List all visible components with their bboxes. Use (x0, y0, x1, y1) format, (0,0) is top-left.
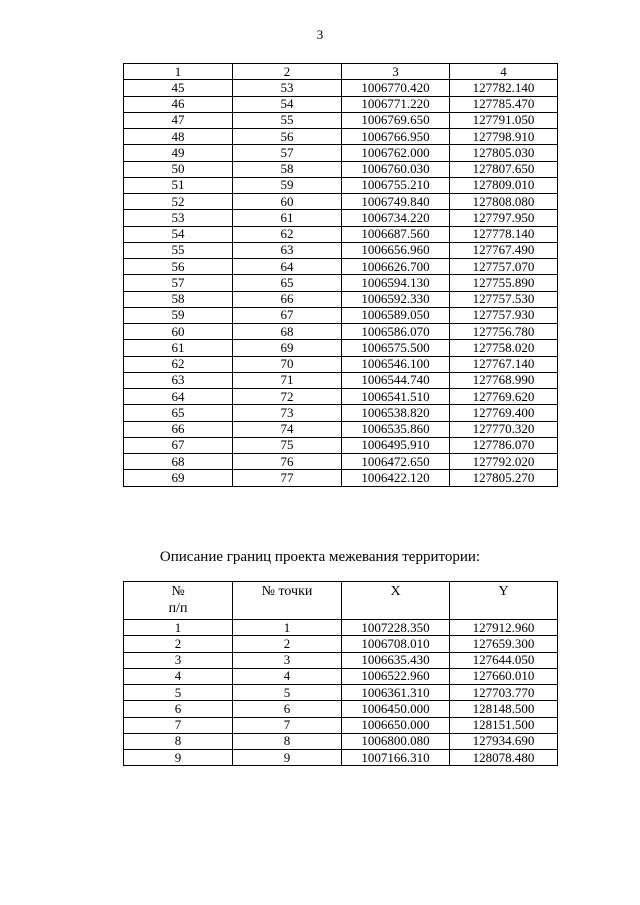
table-row (124, 324, 558, 340)
table-cell: 3 (233, 652, 342, 668)
table-cell: 70 (233, 356, 342, 372)
table-cell: 5 (124, 685, 233, 701)
table-cell: 61 (124, 340, 233, 356)
table-cell: 1006708.010 (342, 636, 450, 652)
table-cell: 127785.470 (450, 96, 558, 112)
table-cell: 73 (233, 405, 342, 421)
table-cell: 127756.780 (450, 324, 558, 340)
table-cell: 127767.490 (450, 242, 558, 258)
table-cell: 127769.620 (450, 389, 558, 405)
table-cell: 127807.650 (450, 161, 558, 177)
table-cell: 49 (124, 145, 233, 161)
table-cell: 75 (233, 437, 342, 453)
table-cell: 127782.140 (450, 80, 558, 96)
header-line: п/п (168, 601, 188, 616)
table-cell: 127769.400 (450, 405, 558, 421)
table-cell: 69 (233, 340, 342, 356)
table-row (124, 194, 558, 210)
table-cell: 127797.950 (450, 210, 558, 226)
table-cell: 127768.990 (450, 372, 558, 388)
table-cell: 127758.020 (450, 340, 558, 356)
table-cell: 56 (233, 129, 342, 145)
table-cell: 68 (233, 324, 342, 340)
column-header-y (450, 582, 558, 620)
table-row (124, 652, 558, 668)
table-cell: 127755.890 (450, 275, 558, 291)
table-cell: 1006766.950 (342, 129, 450, 145)
table-cell: 64 (124, 389, 233, 405)
table-cell: 69 (124, 470, 233, 486)
table-cell: 1006472.650 (342, 454, 450, 470)
table-cell: 4 (124, 668, 233, 684)
table-cell: 8 (124, 733, 233, 749)
table-body (124, 80, 558, 486)
table-cell: 59 (124, 307, 233, 323)
table-cell: 53 (233, 80, 342, 96)
table-cell: 1007166.310 (342, 750, 450, 766)
table-cell: 1006522.960 (342, 668, 450, 684)
table-row (124, 454, 558, 470)
table-cell: 1 (233, 620, 342, 636)
table-cell: 72 (233, 389, 342, 405)
table-cell: 66 (124, 421, 233, 437)
page-number: 3 (316, 27, 324, 42)
table-cell: 1006771.220 (342, 96, 450, 112)
table-cell: 1006450.000 (342, 701, 450, 717)
table-cell: 1007228.350 (342, 620, 450, 636)
column-header-1: 1 (124, 64, 233, 80)
table-cell: 1006544.740 (342, 372, 450, 388)
table-cell: 1006495.910 (342, 437, 450, 453)
table-cell: 6 (124, 701, 233, 717)
table-cell: 127770.320 (450, 421, 558, 437)
table-cell: 67 (233, 307, 342, 323)
table-cell: 8 (233, 733, 342, 749)
table-cell: 1006635.430 (342, 652, 450, 668)
table-cell: 1006594.130 (342, 275, 450, 291)
table-cell: 127805.030 (450, 145, 558, 161)
table-row (124, 340, 558, 356)
table-cell: 1006687.560 (342, 226, 450, 242)
table-cell: 1006755.210 (342, 177, 450, 193)
table-cell: 50 (124, 161, 233, 177)
table-cell: 74 (233, 421, 342, 437)
table-cell: 48 (124, 129, 233, 145)
table-cell: 127805.270 (450, 470, 558, 486)
table-cell: 1006361.310 (342, 685, 450, 701)
column-header-3: 3 (342, 64, 450, 80)
table-cell: 77 (233, 470, 342, 486)
table-cell: 1006770.420 (342, 80, 450, 96)
table-header-row (124, 64, 558, 80)
table-row (124, 80, 558, 96)
table-cell: 127791.050 (450, 112, 558, 128)
table-cell: 127808.080 (450, 194, 558, 210)
table-row (124, 405, 558, 421)
table-cell: 1006422.120 (342, 470, 450, 486)
table-cell: 1006734.220 (342, 210, 450, 226)
table-cell: 62 (233, 226, 342, 242)
table-cell: 58 (233, 161, 342, 177)
table-cell: 6 (233, 701, 342, 717)
table-cell: 45 (124, 80, 233, 96)
table-cell: 53 (124, 210, 233, 226)
table-cell: 67 (124, 437, 233, 453)
table-cell: 5 (233, 685, 342, 701)
table-row (124, 437, 558, 453)
table-cell: 1006592.330 (342, 291, 450, 307)
boundary-points-table (123, 581, 558, 766)
column-header-4: 4 (450, 64, 558, 80)
table-cell: 52 (124, 194, 233, 210)
table-cell: 1 (124, 620, 233, 636)
table-cell: 1006749.840 (342, 194, 450, 210)
table-cell: 127798.910 (450, 129, 558, 145)
table-cell: 2 (124, 636, 233, 652)
table-row (124, 242, 558, 258)
table-cell: 127778.140 (450, 226, 558, 242)
table-cell: 63 (233, 242, 342, 258)
table-cell: 1006546.100 (342, 356, 450, 372)
column-header-point-number (233, 582, 342, 620)
table-cell: 47 (124, 112, 233, 128)
table-row (124, 291, 558, 307)
table-cell: 3 (124, 652, 233, 668)
header-line: № точки (261, 584, 313, 599)
table-row (124, 275, 558, 291)
table-cell: 68 (124, 454, 233, 470)
table-cell: 1006589.050 (342, 307, 450, 323)
table-cell: 9 (124, 750, 233, 766)
table-cell: 55 (124, 242, 233, 258)
table-row (124, 112, 558, 128)
table-cell: 57 (233, 145, 342, 161)
table-cell: 127757.530 (450, 291, 558, 307)
table-cell: 1006760.030 (342, 161, 450, 177)
table-cell: 127767.140 (450, 356, 558, 372)
coordinates-table-continued (123, 63, 558, 487)
table-row (124, 226, 558, 242)
table-row (124, 421, 558, 437)
table-cell: 71 (233, 372, 342, 388)
table-row (124, 668, 558, 684)
table-cell: 1006650.000 (342, 717, 450, 733)
table-cell: 76 (233, 454, 342, 470)
table-cell: 56 (124, 259, 233, 275)
table-cell: 127757.930 (450, 307, 558, 323)
table-cell: 1006541.510 (342, 389, 450, 405)
column-header-2: 2 (233, 64, 342, 80)
column-header-x (342, 582, 450, 620)
table-row (124, 733, 558, 749)
table-row (124, 470, 558, 486)
table-cell: 7 (124, 717, 233, 733)
table-cell: 127644.050 (450, 652, 558, 668)
table-cell: 9 (233, 750, 342, 766)
table-cell: 65 (233, 275, 342, 291)
header-line: X (390, 584, 401, 599)
table-cell: 60 (124, 324, 233, 340)
table-row (124, 685, 558, 701)
table-cell: 127660.010 (450, 668, 558, 684)
table-row (124, 717, 558, 733)
table-row (124, 161, 558, 177)
table-cell: 1006656.960 (342, 242, 450, 258)
table-row (124, 620, 558, 636)
table-cell: 4 (233, 668, 342, 684)
table-cell: 60 (233, 194, 342, 210)
table-cell: 128148.500 (450, 701, 558, 717)
table-cell: 1006762.000 (342, 145, 450, 161)
table-cell: 62 (124, 356, 233, 372)
table-row (124, 259, 558, 275)
table-cell: 1006575.500 (342, 340, 450, 356)
table-row (124, 96, 558, 112)
table-header-row (124, 582, 558, 620)
table-cell: 61 (233, 210, 342, 226)
table-row (124, 636, 558, 652)
table-row (124, 210, 558, 226)
section-heading: Описание границ проекта межевания территории: (159, 549, 481, 565)
table-cell: 51 (124, 177, 233, 193)
table-cell: 128151.500 (450, 717, 558, 733)
table-row (124, 750, 558, 766)
table-cell: 127934.690 (450, 733, 558, 749)
table-cell: 46 (124, 96, 233, 112)
table-cell: 7 (233, 717, 342, 733)
table-cell: 1006586.070 (342, 324, 450, 340)
table-cell: 127809.010 (450, 177, 558, 193)
table-cell: 54 (233, 96, 342, 112)
table-cell: 1006800.080 (342, 733, 450, 749)
table-row (124, 307, 558, 323)
table-row (124, 356, 558, 372)
table-row (124, 177, 558, 193)
table-cell: 59 (233, 177, 342, 193)
header-line: № (171, 584, 185, 599)
table-cell: 127792.020 (450, 454, 558, 470)
table-cell: 2 (233, 636, 342, 652)
table-cell: 1006538.820 (342, 405, 450, 421)
table-cell: 127703.770 (450, 685, 558, 701)
table-row (124, 701, 558, 717)
table-cell: 127659.300 (450, 636, 558, 652)
column-header-index (124, 582, 233, 620)
table-cell: 63 (124, 372, 233, 388)
header-line: Y (498, 584, 509, 599)
table-body (124, 620, 558, 766)
table-cell: 127912.960 (450, 620, 558, 636)
table-cell: 1006769.650 (342, 112, 450, 128)
table-cell: 64 (233, 259, 342, 275)
table-cell: 1006535.860 (342, 421, 450, 437)
table-row (124, 372, 558, 388)
table-cell: 58 (124, 291, 233, 307)
table-cell: 65 (124, 405, 233, 421)
table-cell: 127757.070 (450, 259, 558, 275)
table-cell: 1006626.700 (342, 259, 450, 275)
table-cell: 54 (124, 226, 233, 242)
table-row (124, 145, 558, 161)
table-cell: 127786.070 (450, 437, 558, 453)
table-row (124, 389, 558, 405)
table-cell: 57 (124, 275, 233, 291)
table-cell: 66 (233, 291, 342, 307)
table-cell: 128078.480 (450, 750, 558, 766)
table-cell: 55 (233, 112, 342, 128)
table-row (124, 129, 558, 145)
